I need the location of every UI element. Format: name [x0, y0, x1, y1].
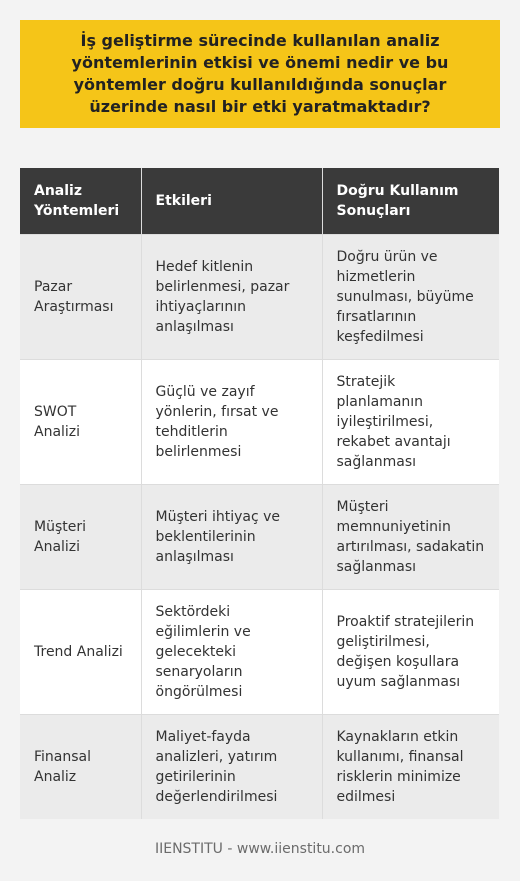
header-effects: Etkileri [141, 168, 322, 234]
footer-credit: IIENSTITU - www.iienstitu.com [154, 841, 366, 857]
table-row [20, 589, 499, 714]
effect-cell: Müşteri ihtiyaç ve beklentilerinin anlaşılması [141, 484, 322, 589]
result-cell: Doğru ürün ve hizmetlerin sunulması, büyüme fırsatlarının keşfedilmesi [322, 234, 499, 359]
table-row [20, 484, 499, 589]
effect-cell: Güçlü ve zayıf yönlerin, fırsat ve tehditlerin belirlenmesi [141, 359, 322, 484]
table-row [20, 359, 499, 484]
header-analysis-methods: Analiz Yöntemleri [20, 168, 141, 234]
header-correct-usage-results: Doğru Kullanım Sonuçları [322, 168, 499, 234]
method-cell: Trend Analizi [20, 589, 141, 714]
effect-cell: Sektördeki eğilimlerin ve gelecekteki senaryoların öngörülmesi [141, 589, 322, 714]
result-cell: Müşteri memnuniyetinin artırılması, sadakatin sağlanması [322, 484, 499, 589]
method-cell: SWOT Analizi [20, 359, 141, 484]
table-row [20, 234, 499, 359]
method-cell: Pazar Araştırması [20, 234, 141, 359]
question-text: İş geliştirme sürecinde kullanılan analiz yöntemlerinin etkisi ve önemi nedir ve bu yöntemler doğru kullanıldığında sonuçlar üzerinde nasıl bir etki yaratmaktadır? [71, 31, 449, 116]
analysis-table [20, 168, 499, 819]
question-banner [20, 20, 500, 128]
method-cell: Müşteri Analizi [20, 484, 141, 589]
result-cell: Proaktif stratejilerin geliştirilmesi, değişen koşullara uyum sağlanması [322, 589, 499, 714]
result-cell: Kaynakların etkin kullanımı, finansal risklerin minimize edilmesi [322, 714, 499, 819]
result-cell: Stratejik planlamanın iyileştirilmesi, rekabet avantajı sağlanması [322, 359, 499, 484]
table-row [20, 714, 499, 819]
effect-cell: Maliyet-fayda analizleri, yatırım getirilerinin değerlendirilmesi [141, 714, 322, 819]
table-header-row [20, 168, 499, 234]
method-cell: Finansal Analiz [20, 714, 141, 819]
effect-cell: Hedef kitlenin belirlenmesi, pazar ihtiyaçlarının anlaşılması [141, 234, 322, 359]
